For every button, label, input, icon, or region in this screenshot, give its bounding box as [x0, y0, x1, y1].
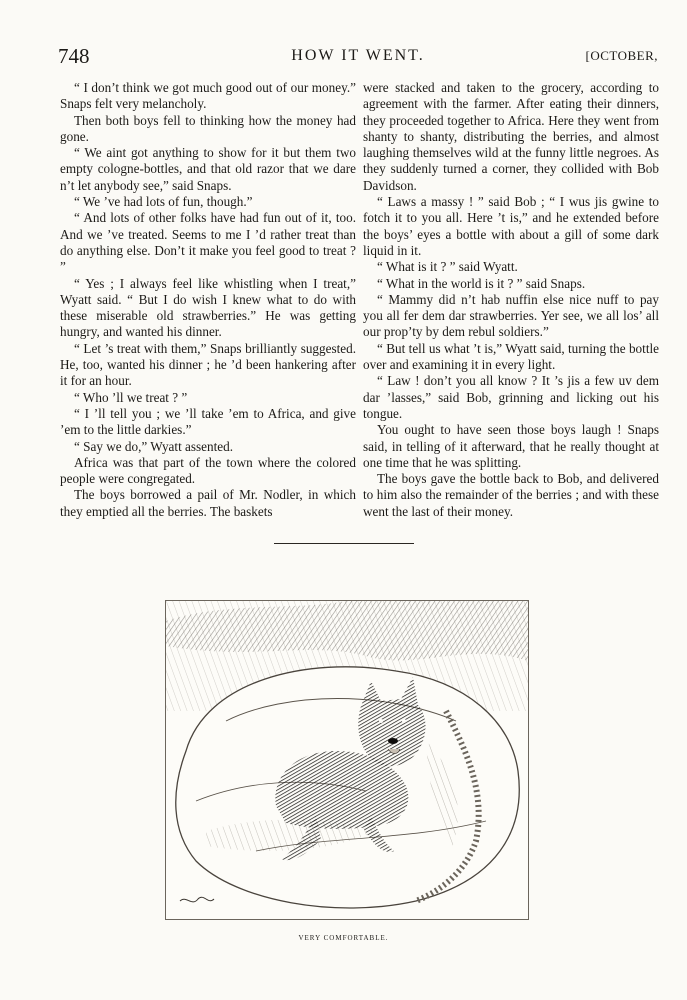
paragraph: You ought to have seen those boys laugh ! Snaps said, in telling of it afterward, that he really thought at one time that he was splitting.	[363, 422, 659, 470]
paragraph: “ Who ’ll we treat ? ”	[74, 389, 188, 405]
paragraph: “ Yes ; I always feel like whistling when I treat,” Wyatt said. “ But I do wish I knew what to do with these miserable old strawberries.” He was getting hungry, and wanted his dinner.	[60, 275, 356, 340]
engraving-art	[166, 601, 528, 919]
paragraph: “ We aint got anything to show for it but them two empty cologne-bottles, and that old razor that we dare n’t let anybody see,” said Snaps.	[60, 145, 356, 193]
right-column	[363, 80, 659, 520]
paragraph: “ But tell us what ’t is,” Wyatt said, turning the bottle over and examining it in every light.	[363, 340, 659, 373]
paragraph: “ Say we do,” Wyatt assented.	[74, 438, 233, 454]
left-column	[60, 80, 356, 520]
paragraph: “ What in the world is it ? ” said Snaps.	[377, 275, 586, 291]
paragraph: were stacked and taken to the grocery, according to agreement with the farmer. After eating their dinners, they proceeded together to Africa. Here they went from shanty to shanty, distributing the berries, and almost laughing themselves wild at the funny little negroes. As they suddenly turned a corner, they collided with Bob Davidson.	[363, 80, 659, 193]
running-title: HOW IT WENT.	[291, 47, 425, 64]
dog-illustration	[165, 600, 529, 920]
illustration-caption: VERY COMFORTABLE.	[298, 934, 389, 942]
paragraph: “ We ’ve had lots of fun, though.”	[74, 194, 253, 210]
paragraph: “ Laws a massy ! ” said Bob ; “ I wus jis gwine to fotch it to you all. Here ’t is,” and he extended before the boys’ eyes a bottle with about a gill of some dark liquid in it.	[363, 194, 659, 258]
paragraph: Then both boys fell to thinking how the money had gone.	[60, 112, 356, 144]
paragraph: “ And lots of other folks have had fun out of it, too. And we ’ve treated. Seems to me I ’d rather treat than do anything else. Don’t it make you feel good to treat ? ”	[60, 210, 356, 275]
paragraph: The boys gave the bottle back to Bob, and delivered to him also the remainder of the berries ; and with these went the last of their money.	[363, 471, 659, 519]
paragraph: “ I ’ll tell you ; we ’ll take ’em to Africa, and give ’em to the little darkies.”	[60, 405, 356, 438]
paragraph: “ What is it ? ” said Wyatt.	[377, 259, 518, 275]
paragraph: “ Let ’s treat with them,” Snaps brilliantly suggested. He, too, wanted his dinner ; he ’d been hankering after it for an hour.	[60, 340, 356, 389]
paragraph: Africa was that part of the town where the colored people were congregated.	[60, 454, 356, 487]
section-divider	[274, 543, 414, 544]
paragraph: “ Mammy did n’t hab nuffin else nice nuff to pay you all fer dem dar strawberries. Yer see, we all los’ all our prop’ty by dem rebul soldiers.”	[363, 291, 659, 340]
paragraph: The boys borrowed a pail of Mr. Nodler, in which they emptied all the berries. The baskets	[60, 487, 356, 519]
page-number: 748	[58, 44, 90, 68]
paragraph: “ Law ! don’t you all know ? It ’s jis a few uv dem dar ’lasses,” said Bob, grinning and licking out his tongue.	[363, 373, 659, 421]
paragraph: “ I don’t think we got much good out of our money.” Snaps felt very melancholy.	[60, 80, 356, 112]
running-month: [OCTOBER,	[585, 48, 658, 63]
page-header	[58, 44, 658, 68]
